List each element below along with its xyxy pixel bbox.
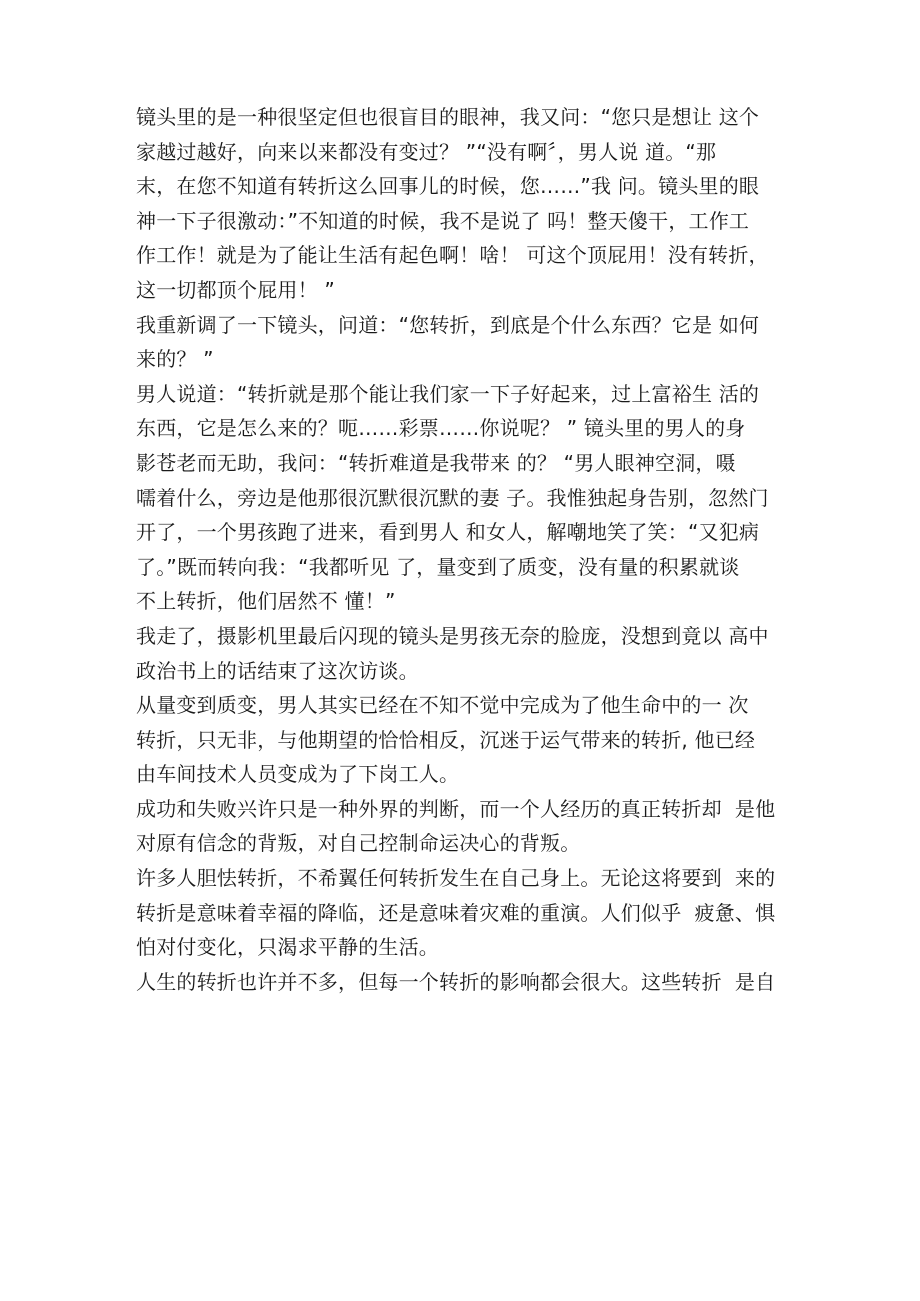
text-line: 了。”既而转向我：“我都听见 了，量变到了质变，没有量的积累就谈 (136, 554, 740, 579)
text-line: 转折是意味着幸福的降临，还是意味着灾难的重演。人们似乎 疲惫、惧 (136, 900, 776, 925)
text-line: 我走了，摄影机里最后闪现的镜头是男孩无奈的脸庞，没想到竟以 高中 (136, 623, 769, 648)
text-line: 末，在您不知道有转折这么回事儿的时候，您……”我 问。镜头里的眼 (136, 174, 760, 199)
document-body (136, 100, 786, 999)
text-line: 许多人胆怯转折，不希翼任何转折发生在自己身上。无论这将要到 来的 (136, 866, 776, 891)
text-line: 成功和失败兴许只是一种外界的判断，而一个人经历的真正转折却 是他 (136, 796, 776, 821)
text-line: 由车间技术人员变成为了下岗工人。 (136, 762, 460, 787)
text-line: 嚅着什么，旁边是他那很沉默很沉默的妻 子。我惟独起身告别，忽然门 (136, 485, 769, 510)
text-line: 政治书上的话结束了这次访谈。 (136, 658, 419, 683)
text-line: 开了，一个男孩跑了进来，看到男人 和女人，解嘲地笑了笑：“又犯病 (136, 520, 760, 545)
text-line: 这一切都顶个屁用！ ” (136, 277, 335, 302)
text-line: 神一下子很激动：”不知道的时候，我不是说了 吗！整天傻干，工作工 (136, 208, 750, 233)
text-line: 对原有信念的背叛，对自己控制命运决心的背叛。 (136, 831, 581, 856)
text-line: 作工作！就是为了能让生活有起色啊！啥！ 可这个顶屁用！没有转折， (136, 243, 769, 268)
text-line: 男人说道：“转折就是那个能让我们家一下子好起来，过上富裕生 活的 (136, 381, 760, 406)
text-line: 怕对付变化，只渴求平静的生活。 (136, 935, 439, 960)
text-line: 不上转折，他们居然不 懂！” (136, 589, 396, 614)
text-line: 来的？ ” (136, 347, 214, 372)
text-line: 家越过越好，向来以来都没有变过？ ”“没有啊〞，男人说 道。“那 (136, 139, 717, 164)
text-line: 从量变到质变，男人其实已经在不知不觉中完成为了他生命中的一 次 (136, 693, 749, 718)
text-line: 人生的转折也许并不多，但每一个转折的影响都会很大。这些转折 是自 (136, 969, 776, 994)
text-line: 镜头里的是一种很坚定但也很盲目的眼神，我又问：“您只是想让 这个 (136, 105, 760, 129)
text-line: 我重新调了一下镜头，问道：“您转折，到底是个什么东西？它是 如何 (136, 312, 760, 337)
text-line: 转折，只无非，与他期望的恰恰相反，沉迷于运气带来的转折, 他已经 (136, 727, 756, 752)
text-line: 东西，它是怎么来的？呃……彩票……你说呢？ ” 镜头里的男人的身 (136, 416, 746, 441)
text-line: 影苍老而无助，我问：“转折难道是我带来 的？ “男人眼神空洞，嗫 (136, 450, 736, 475)
